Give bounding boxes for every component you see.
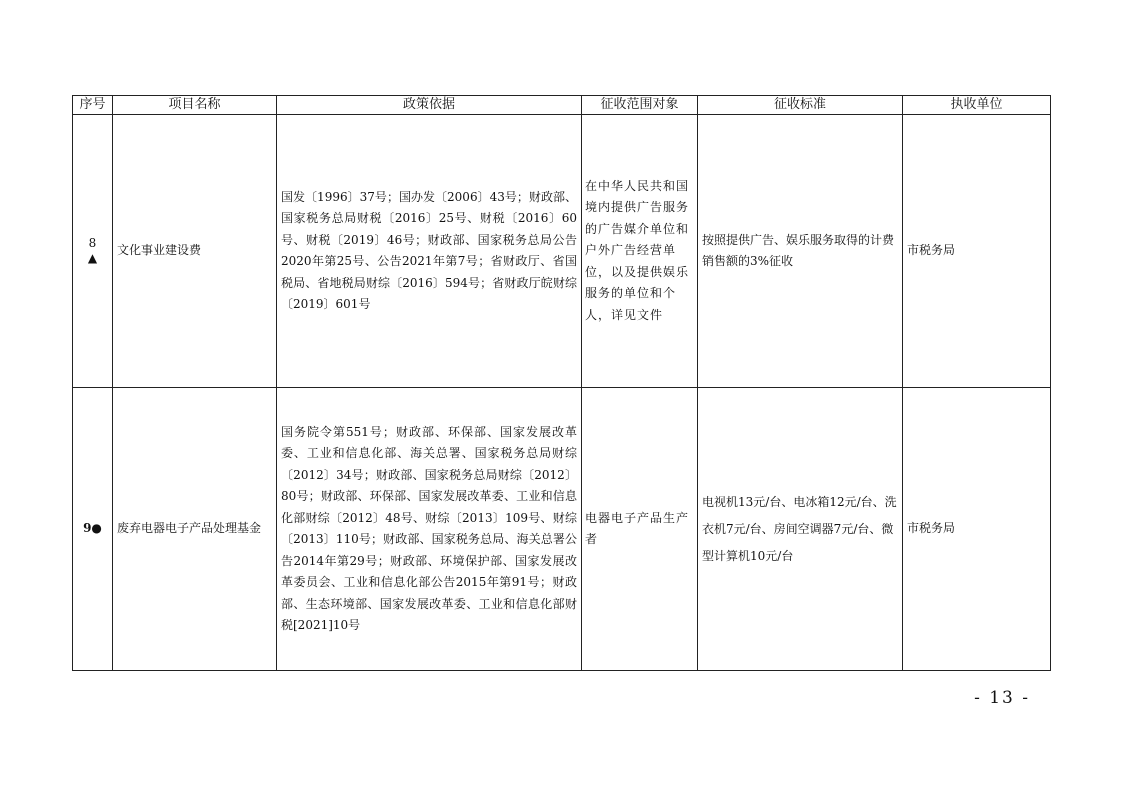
header-standard: 征收标准	[698, 96, 903, 115]
header-unit: 执收单位	[903, 96, 1051, 115]
collecting-unit: 市税务局	[903, 115, 1051, 388]
row-number-cell	[73, 388, 113, 671]
collection-standard: 按照提供广告、娱乐服务取得的计费销售额的3%征收	[698, 115, 903, 388]
collection-scope: 电器电子产品生产者	[582, 388, 698, 671]
item-name: 文化事业建设费	[113, 115, 277, 388]
table-row	[73, 115, 1051, 388]
collecting-unit: 市税务局	[903, 388, 1051, 671]
triangle-mark-icon: ▲	[87, 251, 98, 265]
fee-table	[72, 95, 1051, 671]
header-policy: 政策依据	[277, 96, 582, 115]
collection-standard: 电视机13元/台、电冰箱12元/台、洗衣机7元/台、房间空调器7元/台、微型计算机10元/台	[698, 388, 903, 671]
header-scope: 征收范围对象	[582, 96, 698, 115]
row-number: 8	[88, 236, 97, 250]
row-number-cell	[73, 115, 113, 388]
collection-scope: 在中华人民共和国境内提供广告服务的广告媒介单位和户外广告经营单位，以及提供娱乐服务的单位和个人，详见文件	[582, 115, 698, 388]
row-number: 9●	[83, 521, 102, 536]
header-no: 序号	[73, 96, 113, 115]
table-row	[73, 388, 1051, 671]
policy-basis: 国务院令第551号；财政部、环保部、国家发展改革委、工业和信息化部、海关总署、国家税务总局财综〔2012〕34号；财政部、国家税务总局财综〔2012〕80号；财政部、环保部、国家发展改革委、工业和信息化部财综〔2012〕48号、财综〔2013〕109号、财综〔2013〕110号；财政部、国家税务总局、海关总署公告2014年第29号；财政部、环境保护部、国家发展改革委员会、工业和信息化部公告2015年第91号；财政部、生态环境部、国家发展改革委、工业和信息化部财税[2021]10号	[277, 388, 582, 671]
header-name: 项目名称	[113, 96, 277, 115]
policy-basis: 国发〔1996〕37号；国办发〔2006〕43号；财政部、国家税务总局财税〔2016〕25号、财税〔2016〕60号、财税〔2019〕46号；财政部、国家税务总局公告2020年第25号、公告2021年第7号；省财政厅、省国税局、省地税局财综〔2016〕594号；省财政厅皖财综〔2019〕601号	[277, 115, 582, 388]
item-name: 废弃电器电子产品处理基金	[113, 388, 277, 671]
page-number: - 13 -	[974, 688, 1030, 708]
table-header-row	[73, 96, 1051, 115]
